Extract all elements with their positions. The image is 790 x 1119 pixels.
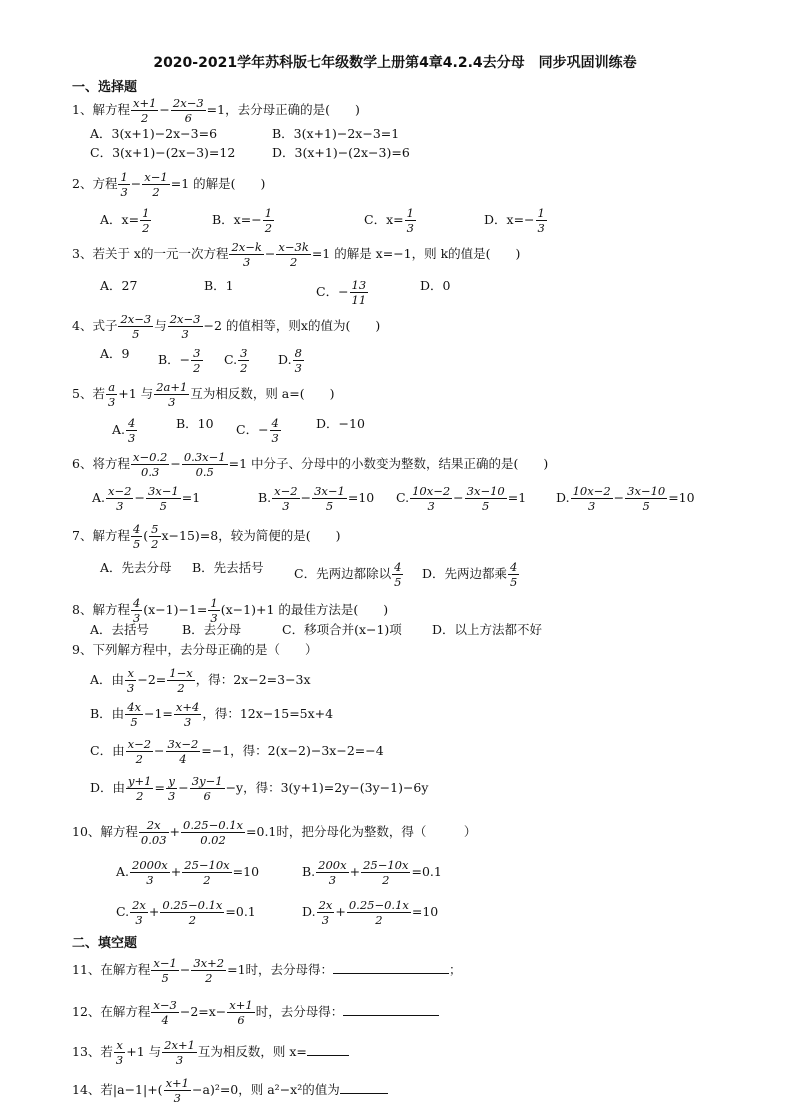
- q1-option-c: C．3(x+1)−(2x−3)=12: [90, 145, 236, 160]
- q8-option-a: A．去括号: [90, 622, 150, 637]
- q10-option-c: C. $\frac{2x}{3}$ + $\frac{0.25-0.1x}{2}$ =0.1: [116, 898, 256, 927]
- q3-option-a: A．27: [100, 278, 138, 293]
- q7-option-c: C．先两边都除以 $\frac{4}{5}$: [294, 560, 402, 589]
- q2-option-b: B．x=− $\frac{1}{2}$: [212, 206, 273, 235]
- question-9: 9、下列解方程中，去分母正确的是（ ）: [72, 642, 318, 657]
- q6-option-d: D. $\frac{10x-2}{3}$ − $\frac{3x-10}{5}$ =10: [556, 484, 695, 513]
- q5-option-c: C．− $\frac{4}{3}$: [236, 416, 279, 445]
- question-14: 14、若|a−1|+( $\frac{x+1}{3}$ −a)²=0，则 a²−x²的值为: [72, 1076, 388, 1105]
- question-6: 6、将方程 $\frac{x-0.2}{0.3}$ − $\frac{0.3x-1}{0.5}$ =1 中分子、分母中的小数变为整数，结果正确的是( ): [72, 450, 549, 479]
- question-2: 2、方程 $\frac{1}{3}$ − $\frac{x-1}{2}$ =1 的解是( ): [72, 170, 266, 199]
- question-11: 11、在解方程 $\frac{x-1}{5}$ − $\frac{3x+2}{2}$ =1时，去分母得： ；: [72, 956, 462, 985]
- q2-option-d: D．x=− $\frac{1}{3}$: [484, 206, 545, 235]
- q1-option-d: D．3(x+1)−(2x−3)=6: [272, 145, 410, 160]
- q3-option-c: C．− $\frac{13}{11}$: [316, 278, 367, 307]
- q8-option-b: B．去分母: [182, 622, 242, 637]
- q5-option-b: B．10: [176, 416, 214, 431]
- page-title: 2020-2021学年苏科版七年级数学上册第4章4.2.4去分母 同步巩固训练卷: [153, 55, 637, 71]
- q7-option-d: D．先两边都乘 $\frac{4}{5}$: [422, 560, 518, 589]
- q14-answer-blank[interactable]: [340, 1081, 388, 1094]
- question-3: 3、若关于 x的一元一次方程 $\frac{2x-k}{3}$ − $\frac{x-3k}{2}$ =1 的解是 x=−1，则 k的值是( ): [72, 240, 521, 269]
- q6-option-b: B. $\frac{x-2}{3}$ − $\frac{3x-1}{5}$ =10: [258, 484, 375, 513]
- q10-option-d: D. $\frac{2x}{3}$ + $\frac{0.25-0.1x}{2}$ =10: [302, 898, 439, 927]
- q2-option-c: C．x= $\frac{1}{3}$: [364, 206, 414, 235]
- q4-option-a: A．9: [100, 346, 130, 361]
- q4-option-c: C. $\frac{3}{2}$: [224, 346, 248, 375]
- q8-option-d: D．以上方法都不好: [432, 622, 543, 637]
- q5-option-d: D．−10: [316, 416, 365, 431]
- q13-answer-blank[interactable]: [307, 1043, 349, 1056]
- q7-option-a: A．先去分母: [100, 560, 172, 575]
- q4-option-b: B．− $\frac{3}{2}$: [158, 346, 201, 375]
- question-4: 4、式子 $\frac{2x-3}{5}$ 与 $\frac{2x-3}{3}$ −2 的值相等，则x的值为( ): [72, 312, 381, 341]
- q8-option-c: C．移项合并(x−1)项: [282, 622, 402, 637]
- q11-answer-blank[interactable]: [333, 961, 449, 974]
- q5-option-a: A. $\frac{4}{3}$: [112, 416, 136, 445]
- q4-option-d: D. $\frac{8}{3}$: [278, 346, 302, 375]
- q1-option-b: B．3(x+1)−2x−3=1: [272, 126, 400, 141]
- q12-answer-blank[interactable]: [343, 1003, 439, 1016]
- q10-option-a: A. $\frac{2000x}{3}$ + $\frac{25-10x}{2}$ =10: [116, 858, 260, 887]
- q6-option-c: C. $\frac{10x-2}{3}$ − $\frac{3x-10}{5}$ =1: [396, 484, 527, 513]
- q9-option-b: B．由 $\frac{4x}{5}$ −1= $\frac{x+4}{3}$ ，得：12x−15=5x+4: [90, 700, 334, 729]
- q3-option-b: B．1: [204, 278, 234, 293]
- question-8: 8、解方程 $\frac{4}{3}$ (x−1)−1= $\frac{1}{3}$ (x−1)+1 的最佳方法是( ): [72, 596, 389, 625]
- q1-option-a: A．3(x+1)−2x−3=6: [90, 126, 218, 141]
- q6-option-a: A. $\frac{x-2}{3}$ − $\frac{3x-1}{5}$ =1: [92, 484, 201, 513]
- question-7: 7、解方程 $\frac{4}{5}$ ( $\frac{5}{2}$ x−15)=8，较为简便的是( ): [72, 522, 341, 551]
- question-10: 10、解方程 $\frac{2x}{0.03}$ + $\frac{0.25-0.1x}{0.02}$ =0.1时，把分母化为整数，得（ ）: [72, 818, 477, 847]
- q9-option-c: C．由 $\frac{x-2}{2}$ − $\frac{3x-2}{4}$ =−1，得：2(x−2)−3x−2=−4: [90, 737, 384, 766]
- q9-option-a: A．由 $\frac{x}{3}$ −2= $\frac{1-x}{2}$ ，得：2x−2=3−3x: [90, 666, 311, 695]
- question-5: 5、若 $\frac{a}{3}$ +1 与 $\frac{2a+1}{3}$ 互为相反数，则 a=( ): [72, 380, 335, 409]
- q3-option-d: D．0: [420, 278, 451, 293]
- q7-option-b: B．先去括号: [192, 560, 264, 575]
- q2-option-a: A．x= $\frac{1}{2}$: [100, 206, 150, 235]
- question-12: 12、在解方程 $\frac{x-3}{4}$ −2=x− $\frac{x+1}{6}$ 时，去分母得：: [72, 998, 439, 1027]
- section-fill-in: 二、填空题: [72, 936, 138, 951]
- question-13: 13、若 $\frac{x}{3}$ +1 与 $\frac{2x+1}{3}$ 互为相反数，则 x=: [72, 1038, 349, 1067]
- q10-option-b: B. $\frac{200x}{3}$ + $\frac{25-10x}{2}$ =0.1: [302, 858, 442, 887]
- question-1: 1、解方程 $\frac{x+1}{2}$ − $\frac{2x-3}{6}$ =1，去分母正确的是( ): [72, 96, 360, 125]
- q9-option-d: D．由 $\frac{y+1}{2}$ = $\frac{y}{3}$ − $\frac{3y-1}{6}$ −y，得：3(y+1)=2y−(3y−1)−6y: [90, 774, 429, 803]
- section-multiple-choice: 一、选择题: [72, 80, 138, 95]
